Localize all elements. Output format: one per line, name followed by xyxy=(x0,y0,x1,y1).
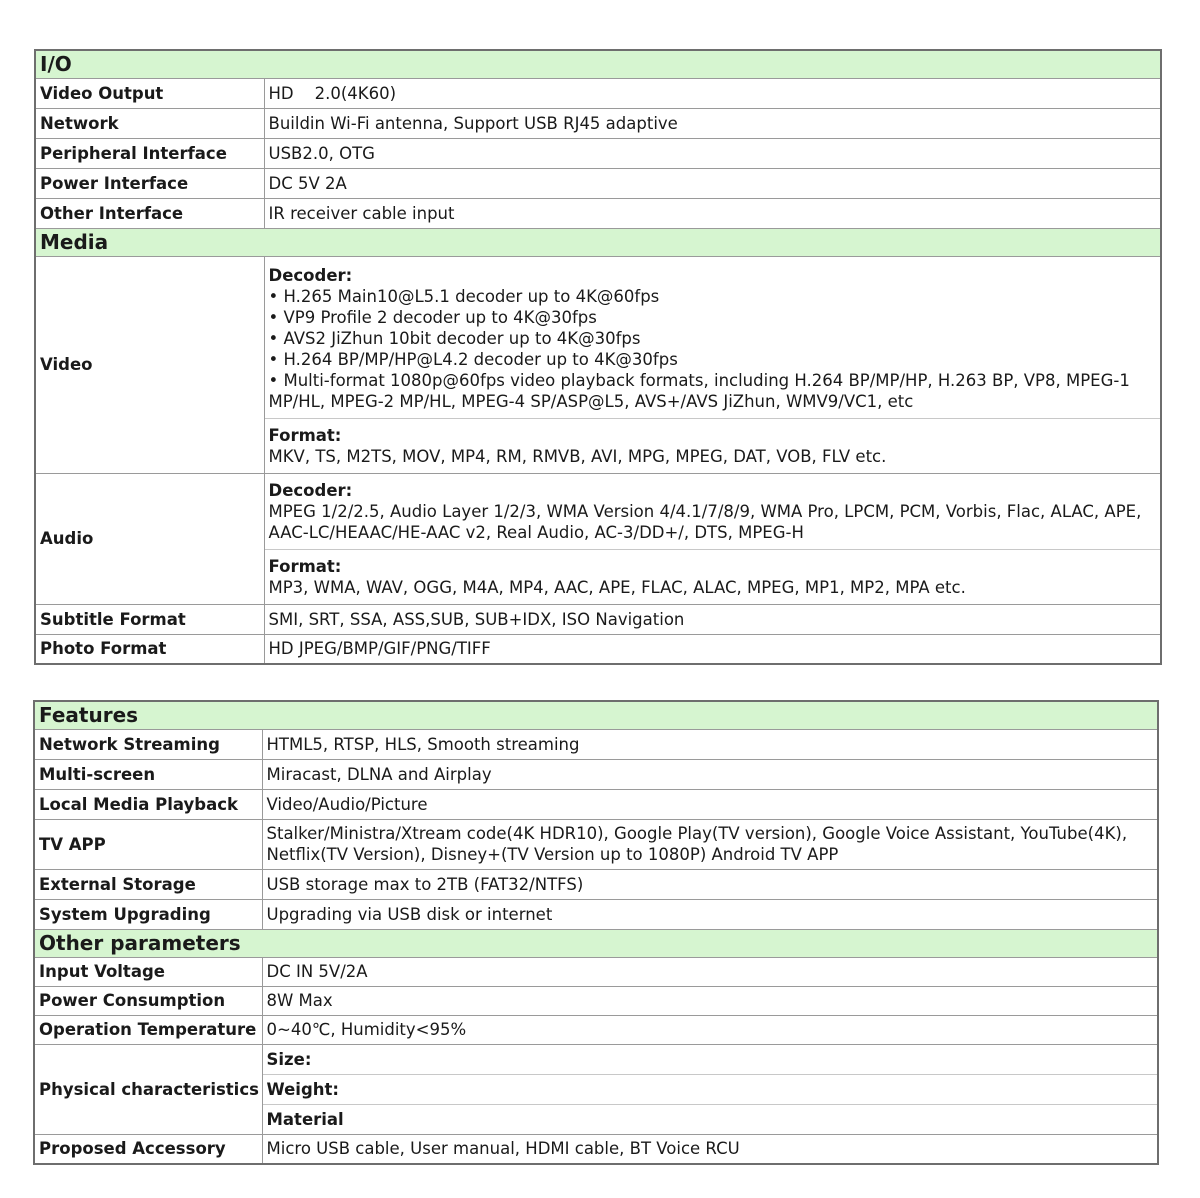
spec-label: Video xyxy=(35,256,264,473)
section-header-features xyxy=(34,701,1158,729)
section-header-io xyxy=(35,50,1161,78)
video-decoder-line: • Multi-format 1080p@60fps video playback formats, including H.264 BP/MP/HP, H.263 BP, VP8, MPEG-1 MP/HL, MPEG-2 MP/HL, MPEG-4 SP/ASP@L5, AVS+/AVS JiZhun, WMV9/VC1, etc xyxy=(268,370,1130,411)
spec-row-peripheral-interface xyxy=(35,138,1161,168)
spec-value: Miracast, DLNA and Airplay xyxy=(262,759,1158,789)
spec-label: Network Streaming xyxy=(34,729,262,759)
physical-material: Material xyxy=(263,1104,1158,1134)
spec-value: IR receiver cable input xyxy=(264,198,1161,228)
physical-size: Size: xyxy=(266,1049,312,1069)
spec-row-system-upgrading xyxy=(34,899,1158,929)
spec-row-external-storage xyxy=(34,869,1158,899)
spec-value: HD JPEG/BMP/GIF/PNG/TIFF xyxy=(264,634,1161,664)
spec-value: HTML5, RTSP, HLS, Smooth streaming xyxy=(262,729,1158,759)
spec-value-video xyxy=(264,256,1161,473)
spec-row-local-media-playback xyxy=(34,789,1158,819)
audio-format-block xyxy=(265,549,1161,604)
spec-row-multi-screen xyxy=(34,759,1158,789)
spec-value: Micro USB cable, User manual, HDMI cable, BT Voice RCU xyxy=(262,1134,1158,1164)
physical-weight: Weight: xyxy=(263,1074,1158,1104)
spec-row-subtitle-format xyxy=(35,604,1161,634)
spec-label: Other Interface xyxy=(35,198,264,228)
spec-label: Network xyxy=(35,108,264,138)
spec-row-tv-app xyxy=(34,819,1158,869)
spec-label: Physical characteristics xyxy=(34,1044,262,1134)
video-format-block xyxy=(265,418,1161,473)
spec-label: Peripheral Interface xyxy=(35,138,264,168)
spec-label: Audio xyxy=(35,473,264,604)
video-decoder-line: • VP9 Profile 2 decoder up to 4K@30fps xyxy=(268,307,597,327)
spec-label: Multi-screen xyxy=(34,759,262,789)
io-media-spec-table xyxy=(34,49,1162,665)
spec-row-power-consumption xyxy=(34,986,1158,1015)
section-header-media xyxy=(35,228,1161,256)
video-decoder-block xyxy=(265,257,1161,418)
spec-value: 0~40℃, Humidity<95% xyxy=(262,1015,1158,1044)
section-title-media: Media xyxy=(35,228,264,256)
spec-row-proposed-accessory xyxy=(34,1134,1158,1164)
spec-label: System Upgrading xyxy=(34,899,262,929)
video-format-title: Format: xyxy=(268,425,342,445)
spec-label: Input Voltage xyxy=(34,957,262,986)
audio-decoder-title: Decoder: xyxy=(268,480,353,500)
spec-label: Video Output xyxy=(35,78,264,108)
audio-format-title: Format: xyxy=(268,556,342,576)
spec-row-physical-characteristics xyxy=(34,1044,1158,1134)
spec-row-photo-format xyxy=(35,634,1161,664)
features-other-spec-table xyxy=(33,700,1159,1165)
spec-label: Power Consumption xyxy=(34,986,262,1015)
spec-value: Stalker/Ministra/Xtream code(4K HDR10), Google Play(TV version), Google Voice Assistant, YouTube(4K), Netflix(TV Version), Disney+(TV Version up to 1080P) Android TV APP xyxy=(262,819,1158,869)
audio-format-text: MP3, WMA, WAV, OGG, M4A, MP4, AAC, APE, FLAC, ALAC, MPEG, MP1, MP2, MPA etc. xyxy=(268,577,966,597)
spec-value: USB2.0, OTG xyxy=(264,138,1161,168)
video-decoder-line: • H.265 Main10@L5.1 decoder up to 4K@60fps xyxy=(268,286,660,306)
spec-value: Video/Audio/Picture xyxy=(262,789,1158,819)
spec-value: SMI, SRT, SSA, ASS,SUB, SUB+IDX, ISO Navigation xyxy=(264,604,1161,634)
spec-label: Proposed Accessory xyxy=(34,1134,262,1164)
video-decoder-line: • AVS2 JiZhun 10bit decoder up to 4K@30fps xyxy=(268,328,641,348)
video-decoder-title: Decoder: xyxy=(268,265,353,285)
spec-label: Subtitle Format xyxy=(35,604,264,634)
spec-label: TV APP xyxy=(34,819,262,869)
spec-label: Photo Format xyxy=(35,634,264,664)
spec-row-video-output xyxy=(35,78,1161,108)
spec-value: DC IN 5V/2A xyxy=(262,957,1158,986)
spec-value: 8W Max xyxy=(262,986,1158,1015)
spec-value: DC 5V 2A xyxy=(264,168,1161,198)
spec-row-video xyxy=(35,256,1161,473)
spec-label: Local Media Playback xyxy=(34,789,262,819)
spec-row-power-interface xyxy=(35,168,1161,198)
spec-value-audio xyxy=(264,473,1161,604)
audio-decoder-text: MPEG 1/2/2.5, Audio Layer 1/2/3, WMA Version 4/4.1/7/8/9, WMA Pro, LPCM, PCM, Vorbis, Flac, ALAC, APE, AAC-LC/HEAAC/HE-AAC v2, Real Audio, AC-3/DD+/, DTS, MPEG-H xyxy=(268,501,1142,542)
spec-row-network-streaming xyxy=(34,729,1158,759)
section-title-features: Features xyxy=(34,701,262,729)
spec-value: Upgrading via USB disk or internet xyxy=(262,899,1158,929)
spec-row-network xyxy=(35,108,1161,138)
spec-value: USB storage max to 2TB (FAT32/NTFS) xyxy=(262,869,1158,899)
spec-value: HD 2.0(4K60) xyxy=(264,78,1161,108)
spec-label: Operation Temperature xyxy=(34,1015,262,1044)
spec-row-operation-temperature xyxy=(34,1015,1158,1044)
section-title-io: I/O xyxy=(35,50,264,78)
section-header-other-parameters xyxy=(34,929,1158,957)
spec-value: Buildin Wi-Fi antenna, Support USB RJ45 adaptive xyxy=(264,108,1161,138)
spec-label: External Storage xyxy=(34,869,262,899)
spec-label: Power Interface xyxy=(35,168,264,198)
video-decoder-line: • H.264 BP/MP/HP@L4.2 decoder up to 4K@30fps xyxy=(268,349,678,369)
video-format-text: MKV, TS, M2TS, MOV, MP4, RM, RMVB, AVI, MPG, MPEG, DAT, VOB, FLV etc. xyxy=(268,446,887,466)
audio-decoder-block xyxy=(265,474,1161,549)
spec-value-physical xyxy=(262,1044,1158,1134)
spec-row-audio xyxy=(35,473,1161,604)
spec-row-other-interface xyxy=(35,198,1161,228)
spec-row-input-voltage xyxy=(34,957,1158,986)
section-title-other-parameters: Other parameters xyxy=(34,929,262,957)
